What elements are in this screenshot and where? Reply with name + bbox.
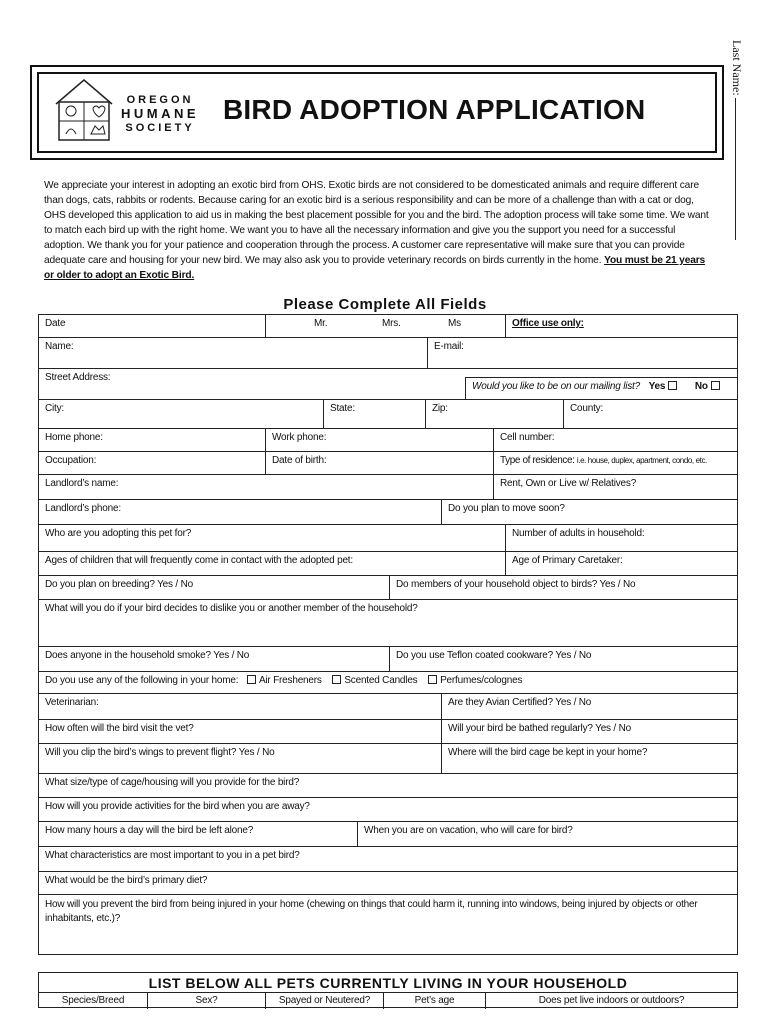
household-products-question: [39, 672, 737, 694]
diet-field[interactable]: What would be the bird’s primary diet?: [45, 875, 208, 886]
name-field[interactable]: Name:: [45, 341, 74, 352]
hours-alone-field[interactable]: How many hours a day will the bird be left alone?: [45, 825, 254, 836]
pets-table: [38, 972, 738, 1008]
residence-type-field[interactable]: [493, 452, 737, 475]
title-field[interactable]: [265, 315, 505, 337]
mailing-no-checkbox[interactable]: [711, 381, 720, 390]
home-phone-field[interactable]: Home phone:: [45, 432, 103, 443]
row-landlord-phone: [39, 499, 737, 525]
row-landlord: [39, 474, 737, 500]
bathed-question[interactable]: Will your bird be bathed regularly? Yes / No: [441, 720, 737, 744]
dislike-question[interactable]: What will you do if your bird decides to dislike you or another member of the household?: [45, 603, 418, 614]
mailing-no-label: No: [694, 381, 708, 392]
zip-field[interactable]: Zip:: [425, 400, 563, 429]
mailing-yes-label: Yes: [648, 381, 666, 392]
residence-hint: i.e. house, duplex, apartment, condo, etc.: [576, 456, 707, 465]
vacation-care-field[interactable]: When you are on vacation, who will care for bird?: [357, 822, 737, 847]
row-activities: [39, 797, 737, 822]
occupation-field[interactable]: Occupation:: [45, 455, 97, 466]
residence-label: Type of residence:: [500, 455, 575, 466]
intro-text: We appreciate your interest in adopting an exotic bird from OHS. Exotic birds are not considered to be domesticated animals and require different care than dogs, cats, rabbits or rodents. Because caring for an exotic bird is a serious responsibility and can be more of a challenge than with a cat or dog, OHS developed this application to aid us in making the best placement possible for you and the bird. The adoption process will take some time. We want to match each bird up with the right home. We want you to have all the necessary information and give you the support you need for a successful adoption. We thank you for your patience and cooperation through the process. A customer care representative will make sure that you can provide adequate care and housing for your new bird. We may also ask you to provide veterinary records on birds currently in the home.: [44, 180, 709, 266]
row-vet-often: [39, 719, 737, 744]
adopting-for-field[interactable]: Who are you adopting this pet for?: [45, 528, 192, 539]
page-title: BIRD ADOPTION APPLICATION: [223, 94, 646, 125]
mr-option[interactable]: Mr.: [314, 318, 328, 329]
org-line-2: HUMANE: [121, 106, 200, 121]
air-fresheners-label: Air Fresheners: [258, 675, 322, 686]
work-phone-field[interactable]: Work phone:: [265, 429, 493, 452]
org-line-3: SOCIETY: [125, 122, 195, 134]
intro-paragraph: [44, 178, 714, 283]
last-name-line: [735, 98, 736, 240]
scented-candles-checkbox[interactable]: [332, 675, 341, 684]
children-ages-field[interactable]: Ages of children that will frequently come in contact with the adopted pet:: [45, 555, 353, 566]
landlord-name-field[interactable]: Landlord’s name:: [45, 478, 119, 489]
veterinarian-field[interactable]: Veterinarian:: [45, 697, 99, 708]
row-clip: [39, 743, 737, 774]
mailing-list-question: [465, 377, 737, 400]
row-name: [39, 337, 737, 369]
pets-table-header: [39, 992, 737, 1009]
row-smoke: [39, 646, 737, 672]
row-dislike: [39, 599, 737, 647]
injury-prevention-field[interactable]: How will you prevent the bird from being injured in your home (chewing on things that could harm it, running into windows, being injured by objects or other inhabitants, etc.)?: [45, 899, 698, 924]
age-requirement: You must be 21 years or older to adopt an Exotic Bird.: [44, 255, 706, 281]
street-address-field[interactable]: Street Address:: [45, 372, 111, 383]
state-field[interactable]: State:: [323, 400, 425, 429]
ms-option[interactable]: Ms: [448, 318, 461, 329]
row-children: [39, 551, 737, 576]
perfumes-checkbox[interactable]: [428, 675, 437, 684]
row-prevent: [39, 894, 737, 955]
perfumes-label: Perfumes/colognes: [440, 675, 523, 686]
object-question[interactable]: Do members of your household object to birds? Yes / No: [389, 576, 737, 600]
mailing-list-label: Would you like to be on our mailing list?: [472, 381, 641, 392]
cage-location-field[interactable]: Where will the bird cage be kept in your home?: [441, 744, 737, 774]
col-spayed-neutered: Spayed or Neutered?: [265, 993, 383, 1009]
row-street: [39, 368, 737, 400]
header-frame: [30, 65, 724, 160]
col-sex: Sex?: [147, 993, 265, 1009]
row-characteristics: [39, 846, 737, 872]
activities-field[interactable]: How will you provide activities for the bird when you are away?: [45, 801, 310, 812]
mrs-option[interactable]: Mrs.: [382, 318, 401, 329]
county-field[interactable]: County:: [563, 400, 737, 429]
section-title: Please Complete All Fields: [283, 296, 487, 313]
clip-wings-question[interactable]: Will you clip the bird’s wings to prevent flight? Yes / No: [45, 747, 275, 758]
mailing-yes-checkbox[interactable]: [668, 381, 677, 390]
row-adopting-for: [39, 524, 737, 552]
office-use-label: Office use only:: [512, 318, 584, 329]
application-form: [38, 314, 738, 955]
adults-field[interactable]: Number of adults in household:: [505, 525, 737, 552]
row-diet: [39, 871, 737, 895]
household-products-label: Do you use any of the following in your home:: [45, 675, 239, 686]
characteristics-field[interactable]: What characteristics are most important to you in a pet bird?: [45, 850, 300, 861]
smoke-question[interactable]: Does anyone in the household smoke? Yes / No: [45, 650, 250, 661]
teflon-question[interactable]: Do you use Teflon coated cookware? Yes / No: [389, 647, 737, 672]
date-field[interactable]: Date: [45, 318, 66, 329]
caretaker-age-field[interactable]: Age of Primary Caretaker:: [505, 552, 737, 576]
row-occupation: [39, 451, 737, 475]
row-vet: [39, 693, 737, 720]
cage-size-field[interactable]: What size/type of cage/housing will you provide for the bird?: [45, 777, 300, 788]
row-cage-size: [39, 773, 737, 798]
air-fresheners-checkbox[interactable]: [247, 675, 256, 684]
email-field[interactable]: E-mail:: [427, 338, 737, 369]
city-field[interactable]: City:: [45, 403, 65, 414]
scented-candles-label: Scented Candles: [344, 675, 418, 686]
col-pet-age: Pet’s age: [383, 993, 485, 1009]
ohs-logo: [53, 78, 218, 146]
last-name-field[interactable]: [728, 40, 744, 240]
row-date: [39, 315, 737, 337]
col-species-breed: Species/Breed: [61, 995, 125, 1006]
row-city: [39, 399, 737, 429]
pets-table-title: LIST BELOW ALL PETS CURRENTLY LIVING IN YOUR HOUSEHOLD: [148, 975, 628, 991]
vet-frequency-field[interactable]: How often will the bird visit the vet?: [45, 723, 194, 734]
row-breeding: [39, 575, 737, 600]
house-logo-icon: [53, 78, 115, 142]
row-following: [39, 671, 737, 694]
rent-own-field[interactable]: Rent, Own or Live w/ Relatives?: [493, 475, 737, 500]
cell-number-field[interactable]: Cell number:: [493, 429, 737, 452]
dob-field[interactable]: Date of birth:: [265, 452, 493, 475]
row-hours-alone: [39, 821, 737, 847]
office-use: [505, 315, 737, 337]
avian-certified-question[interactable]: Are they Avian Certified? Yes / No: [441, 694, 737, 720]
org-line-1: OREGON: [126, 94, 194, 106]
col-indoors-outdoors: Does pet live indoors or outdoors?: [485, 993, 737, 1009]
breeding-question[interactable]: Do you plan on breeding? Yes / No: [45, 579, 193, 590]
landlord-phone-field[interactable]: Landlord’s phone:: [45, 503, 121, 514]
move-soon-field[interactable]: Do you plan to move soon?: [441, 500, 737, 525]
row-phones: [39, 428, 737, 452]
header-inner-frame: [37, 72, 717, 153]
last-name-label: Last Name:: [730, 40, 744, 96]
org-name: [121, 93, 199, 135]
